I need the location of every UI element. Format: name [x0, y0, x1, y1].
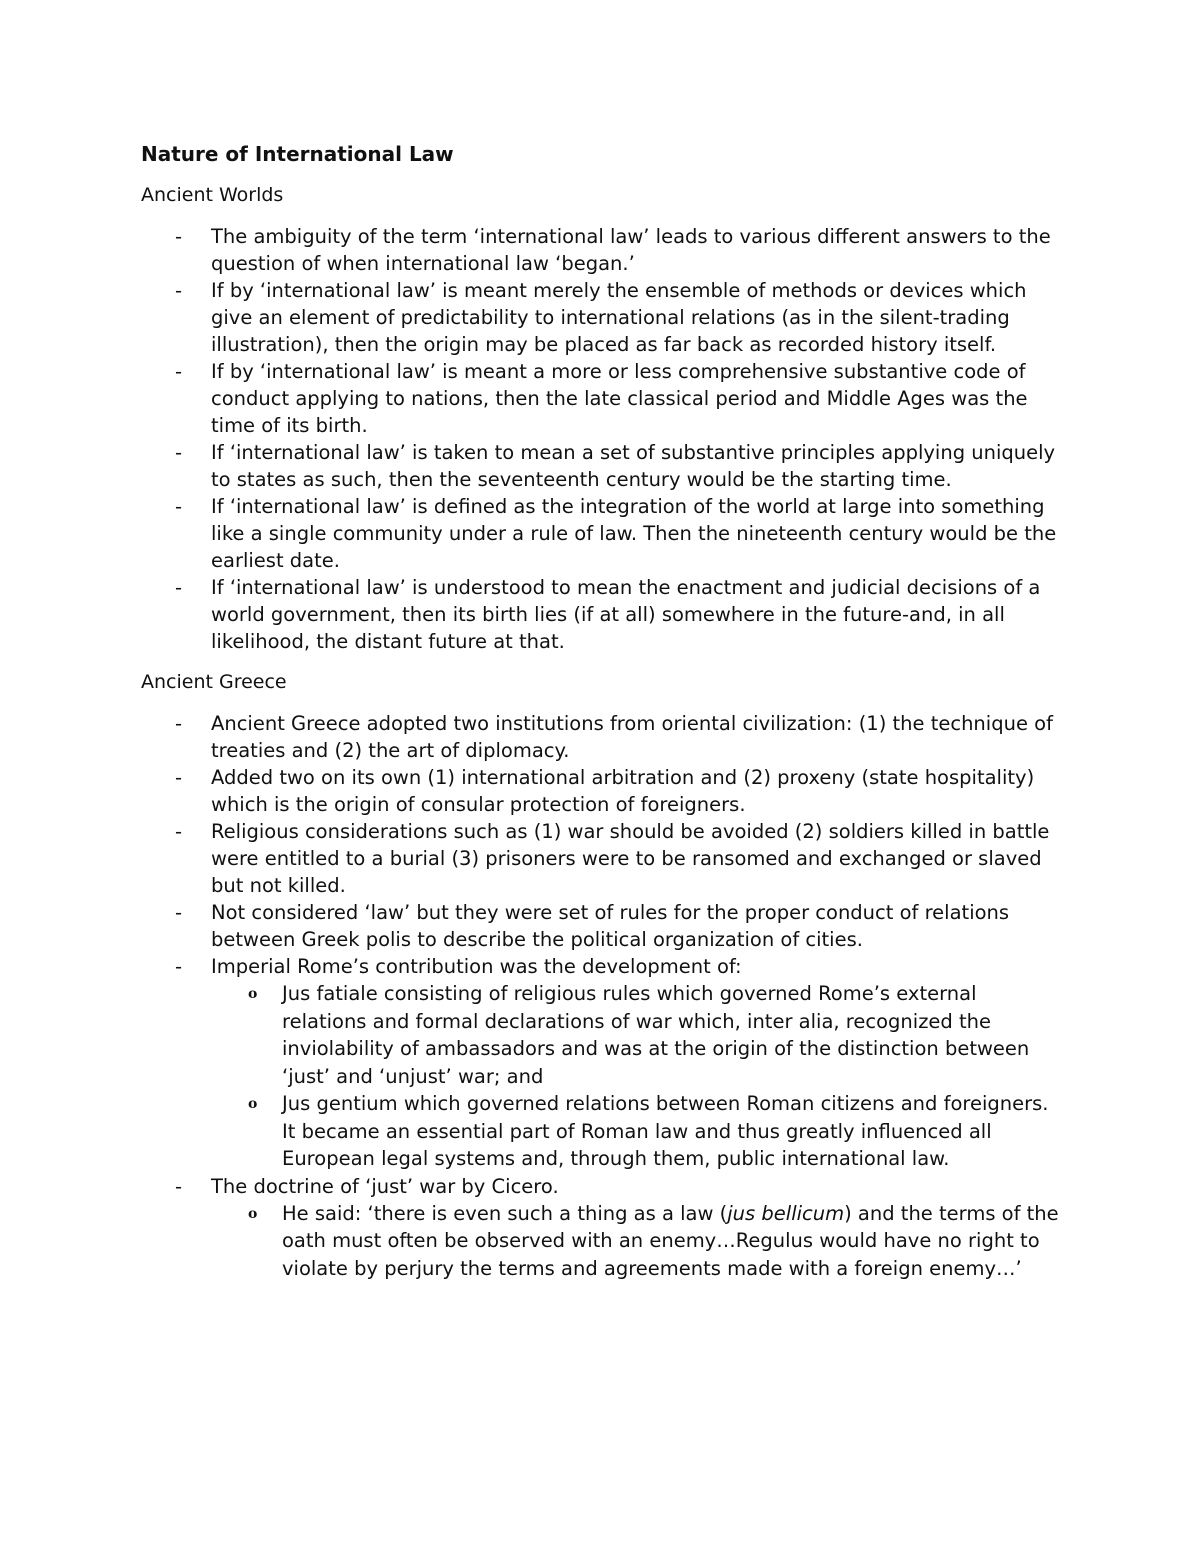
- list-item: - If by ‘international law’ is meant a more or less comprehensive substantive code of conduct applying to nations, then the late classical period and Middle Ages was the time of its birth.: [141, 358, 1061, 439]
- list-item: - Not considered ‘law’ but they were set of rules for the proper conduct of relations between Greek polis to describe the political organization of cities.: [141, 899, 1061, 953]
- document-title: Nature of International Law: [141, 142, 454, 166]
- list-item: - Added two on its own (1) international arbitration and (2) proxeny (state hospitality) which is the origin of consular protection of foreigners.: [141, 764, 1061, 818]
- list-item: - Ancient Greece adopted two institutions from oriental civilization: (1) the technique of treaties and (2) the art of diplomacy.: [141, 710, 1061, 764]
- list-item: - The ambiguity of the term ‘international law’ leads to various different answers to the question of when international law ‘began.’: [141, 223, 1061, 277]
- sublist-item-cicero-quote: [211, 1200, 1061, 1283]
- section-heading-ancient-greece: Ancient Greece: [141, 671, 287, 693]
- list-item-imperial-rome: [141, 953, 1061, 1173]
- list-item: - If ‘international law’ is defined as the integration of the world at large into something like a single community under a rule of law. Then the nineteenth century would be the earliest date.: [141, 493, 1061, 574]
- list-item: - If by ‘international law’ is meant merely the ensemble of methods or devices which give an element of predictability to international relations (as in the silent-trading illustration), then the origin may be placed as far back as recorded history itself.: [141, 277, 1061, 358]
- quote-italic-term: jus bellicum: [727, 1201, 845, 1225]
- quote-text-after: ) and the terms of the oath must often be observed with an enemy…Regulus would have no right to violate by perjury the terms and agreements made with a foreign enemy…’: [282, 1201, 1059, 1280]
- list-item-cicero: [141, 1173, 1061, 1283]
- document-page: [141, 140, 1061, 1296]
- list-item-text: The doctrine of ‘just’ war by Cicero.: [211, 1174, 559, 1198]
- cicero-sublist: [211, 1200, 1061, 1283]
- ancient-greece-list: [141, 710, 1061, 1282]
- list-item: - If ‘international law’ is taken to mean a set of substantive principles applying uniquely to states as such, then the seventeenth century would be the starting time.: [141, 439, 1061, 493]
- ancient-worlds-list: [141, 223, 1061, 655]
- sublist-item: o Jus fatiale consisting of religious rules which governed Rome’s external relations and formal declarations of war which, inter alia, recognized the inviolability of ambassadors and was at the origin of the distinction between ‘just’ and ‘unjust’ war; and: [211, 980, 1061, 1090]
- section-heading-ancient-worlds: Ancient Worlds: [141, 184, 284, 206]
- quote-text-before: He said: ‘there is even such a thing as a law (: [282, 1201, 728, 1225]
- sublist-item: o Jus gentium which governed relations between Roman citizens and foreigners. It became an essential part of Roman law and thus greatly influenced all European legal systems and, through them, public international law.: [211, 1090, 1061, 1173]
- imperial-rome-sublist: [211, 980, 1061, 1173]
- list-item: - If ‘international law’ is understood to mean the enactment and judicial decisions of a world government, then its birth lies (if at all) somewhere in the future-and, in all likelihood, the distant future at that.: [141, 574, 1061, 655]
- list-item-text: Imperial Rome’s contribution was the development of:: [211, 955, 742, 978]
- list-item: - Religious considerations such as (1) war should be avoided (2) soldiers killed in battle were entitled to a burial (3) prisoners were to be ransomed and exchanged or slaved but not killed.: [141, 818, 1061, 899]
